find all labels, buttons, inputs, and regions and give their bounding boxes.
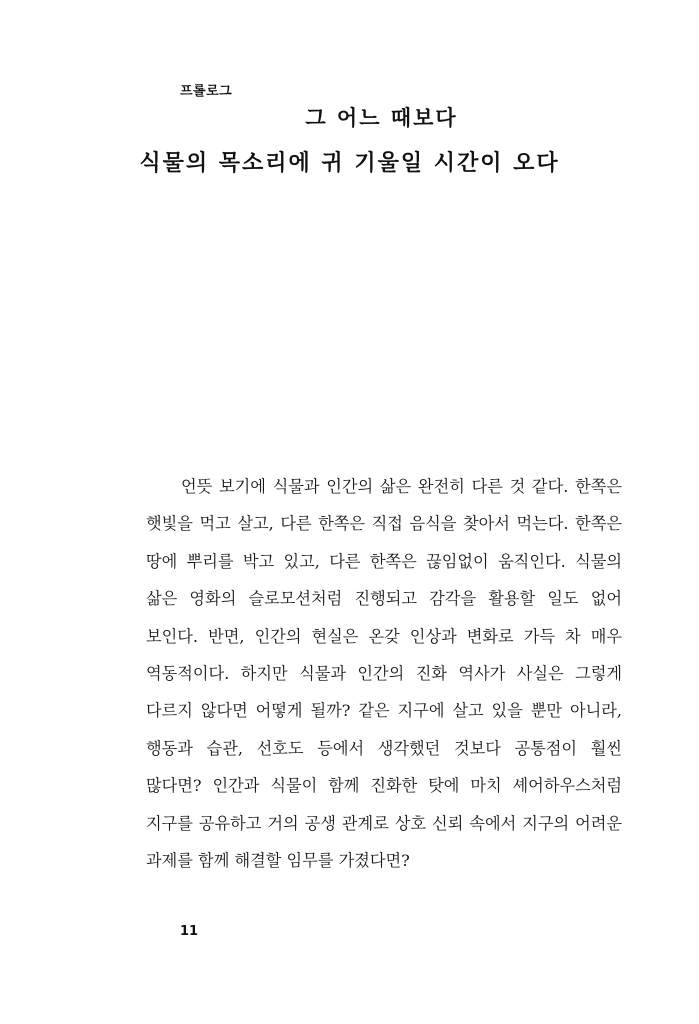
- chapter-title-line-2: 식물의 목소리에 귀 기울일 시간이 오다: [139, 151, 560, 176]
- body-paragraph: 언뜻 보기에 식물과 인간의 삶은 완전히 다른 것 같다. 한쪽은 햇빛을 먹고 살고, 다른 한쪽은 직접 음식을 찾아서 먹는다. 한쪽은 땅에 뿌리를 박고 있고, 다른 한쪽은 끊임없이 움직인다. 식물의 삶은 영화의 슬로모션처럼 진행되고 감각을 활용할 일도 없어 보인다. 반면, 인간의 현실은 온갖 인상과 변화로 가득 차 매우 역동적이다. 하지만 식물과 인간의 진화 역사가 사실은 그렇게 다르지 않다면 어떻게 될까? 같은 지구에 살고 있을 뿐만 아니라, 행동과 습관, 선호도 등에서 생각했던 것보다 공통점이 훨씬 많다면? 인간과 식물이 함께 진화한 탓에 마치 셰어하우스처럼 지구를 공유하고 거의 공생 관계로 상호 신뢰 속에서 지구의 어려운 과제를 함께 해결할 임무를 가졌다면?: [146, 477, 622, 871]
- section-label: 프롤로그: [180, 84, 233, 99]
- chapter-title-line-1: 그 어느 때보다: [305, 106, 458, 130]
- page-number: 11: [180, 924, 199, 939]
